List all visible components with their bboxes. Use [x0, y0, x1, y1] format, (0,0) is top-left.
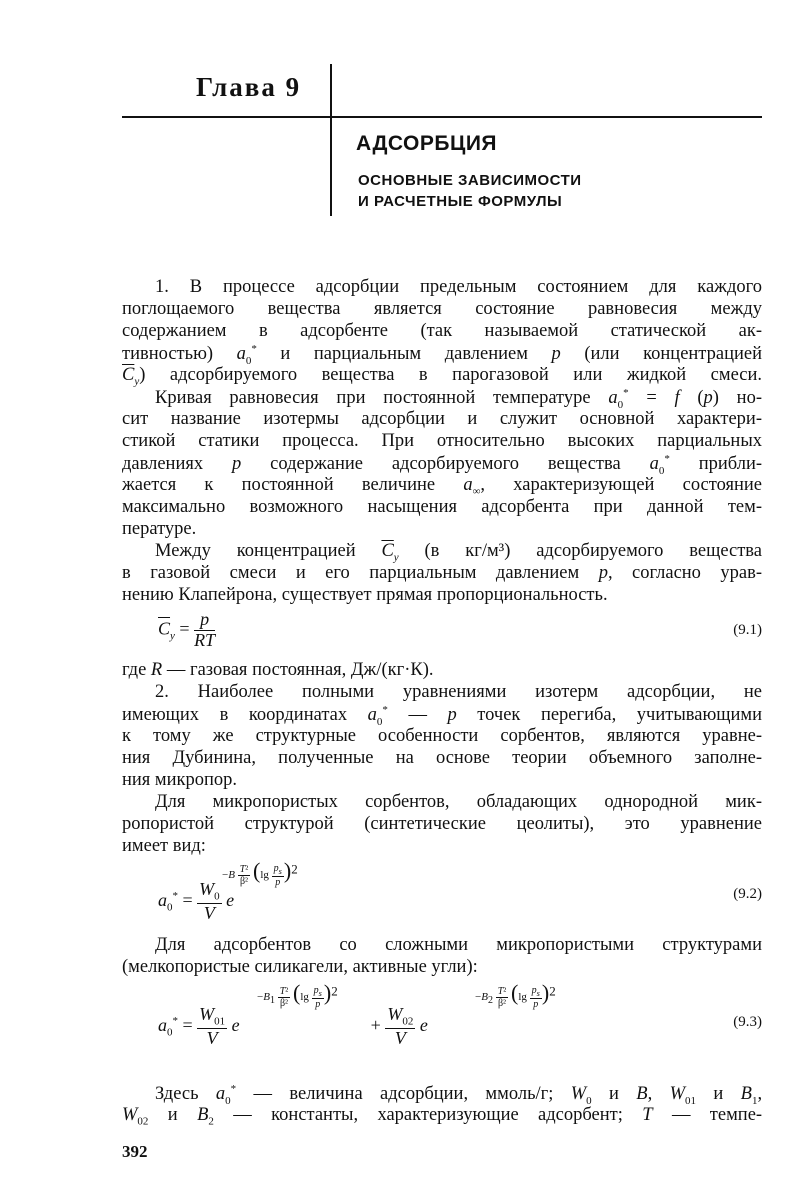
text-line: Для адсорбентов со сложными микропористыми структурами	[155, 935, 762, 955]
text-line: максимально возможного насыщения адсорбента при данной тем-	[122, 497, 762, 517]
text-line: к тому же структурные особенности сорбентов, являются уравне-	[122, 726, 762, 746]
text-line: нению Клапейрона, существует прямая пропорциональность.	[122, 585, 608, 605]
text-line: тивностью) $a_0^*$ и парциальным давлением p (или концентрацией	[122, 343, 762, 367]
text-line: 1. В процессе адсорбции предельным состоянием для каждого	[155, 277, 762, 297]
text-line: давлениях p содержание адсорбируемого вещества $a_0^*$ прибли-	[122, 453, 763, 477]
equation-number: (9.1)	[733, 622, 762, 638]
equation-9-1: $\overline{C}_y$ = $\frac{p}{RT}$	[158, 609, 216, 650]
text-line: $W_{02}$ и $B_2$ — константы, характеризующие адсорбент; T — темпе-	[122, 1105, 763, 1128]
text-line: Между концентрацией $\overline{C}_y$ (в кг/м³) адсорбируемого вещества	[155, 541, 763, 564]
book-page: Глава 9 АДСОРБЦИЯ ОСНОВНЫЕ ЗАВИСИМОСТИ И РАСЧЕТНЫЕ ФОРМУЛЫ 1. В процессе адсорбции предельным состоянием для каждого поглощаемого вещества является состояние равновесия между содержанием в адсорбенте (так называемой статической ак- тивностью) $a_0^*$ и парциальным давлением p (или концентрацией $\overline{C}_y$) адсорбируемого вещества в парогазовой или жидкой смеси. Кривая равновесия при постоянной температуре $a_0^* = f$ (p) но- сит название изотермы адсорбции и служит основной характери- стикой статики процесса. При относительно высоких парциальных давлениях p содержание адсорбируемого вещества $a_0^*$ прибли- жается к постоянной величине $a_\infty$, характеризующей состояние максимально возможного насыщения адсорбента при данной тем- пературе. Между концентрацией $\overline{C}_y$ (в кг/м³) адсорбируемого вещества в газовой смеси и его парциальным давлением p, согласно урав- нению Клапейрона, существует прямая пропорциональность. $\overline{C}_y$ = $\frac{p}{RT}$ (9.1) где R — газовая постоянная, Дж/(кг·К). 2. Наиболее полными уравнениями изотерм адсорбции, не имеющих в координатах $a_0^*$ — p точек перегиба, учитывающими к тому же структурные особенности сорбентов, являются уравне- ния Дубинина, полученные на основе теории объемного заполне- ния микропор. Для микропористых сорбентов, обладающих однородной мик- ропористой структурой (синтетические цеолиты), это уравнение имеет вид: −B $\frac{\text{T²}}{\text{β²}}$ (lg $\frac{p_s}{p}$ )$^2$ $a_0^*$ = $\frac{W_0}{V}$ e (9.2) Для адсорбентов со сложными микропористыми структурами (мелкопористые силикагели, активные угли): $-B_1$ $\frac{\text{T²}}{\text{β²}}$ (lg $\frac{p_s}{p}$ )$^2$ $-B_2$ $\frac{\text{T²}}{\text{β²}}$ (lg $\frac{p_s}{p}$ )$^2$ $a_0^*$ = $\frac{W_{01}}{V}$ e + $\frac{W_{02}}{V}$ e (9.3) Здесь $a_0^*$ — величина адсорбции, ммоль/г; $W_0$ и B, $W_{01}$ и $B_1$, $W_{02}$ и $B_2$ — константы, характеризующие адсорбент; T — темпе- 392	[0, 0, 802, 1196]
section-title	[358, 170, 582, 212]
header-divider-vertical-top	[330, 64, 332, 116]
text-line: стикой статики процесса. При относительно высоких парциальных	[122, 431, 762, 451]
text-line: 2. Наиболее полными уравнениями изотерм адсорбции, не	[155, 682, 762, 702]
text-line: $\overline{C}_y$) адсорбируемого вещества в парогазовой или жидкой смеси.	[122, 365, 762, 388]
section-title-line: И РАСЧЕТНЫЕ ФОРМУЛЫ	[358, 193, 563, 210]
text-line: поглощаемого вещества является состояние равновесия между	[122, 299, 762, 319]
text-line: сит название изотермы адсорбции и служит основной характери-	[122, 409, 762, 429]
text-line: Здесь $a_0^*$ — величина адсорбции, ммоль/г; $W_0$ и B, $W_{01}$ и $B_1$,	[155, 1083, 763, 1107]
equation-number: (9.3)	[733, 1014, 762, 1030]
page-number: 392	[122, 1142, 148, 1161]
equation-number: (9.2)	[733, 886, 762, 902]
text-line: ния микропор.	[122, 770, 238, 790]
header-divider-vertical-bottom	[330, 118, 332, 216]
section-title-line: ОСНОВНЫЕ ЗАВИСИМОСТИ	[358, 172, 582, 189]
text-line: имеет вид:	[122, 836, 206, 856]
chapter-label: Глава 9	[196, 72, 302, 102]
text-line: содержанием в адсорбенте (так называемой статической ак-	[122, 321, 762, 341]
text-line: жается к постоянной величине $a_\infty$, характеризующей состояние	[122, 475, 763, 498]
header-divider-horizontal	[122, 116, 762, 118]
text-line: (мелкопористые силикагели, активные угли):	[122, 957, 478, 977]
text-line: Для микропористых сорбентов, обладающих однородной мик-	[155, 792, 762, 812]
text-line: Кривая равновесия при постоянной температуре $a_0^* = f$ (p) но-	[155, 387, 762, 411]
text-line: пературе.	[122, 519, 197, 539]
text-line: имеющих в координатах $a_0^*$ — p точек перегиба, учитывающими	[122, 704, 763, 728]
chapter-title: АДСОРБЦИЯ	[356, 132, 498, 155]
text-line: ропористой структурой (синтетические цеолиты), это уравнение	[122, 814, 762, 834]
text-line: где R — газовая постоянная, Дж/(кг·К).	[122, 660, 434, 680]
text-line: в газовой смеси и его парциальным давлением p, согласно урав-	[122, 563, 763, 583]
text-line: ния Дубинина, полученные на основе теории объемного заполне-	[122, 748, 762, 768]
